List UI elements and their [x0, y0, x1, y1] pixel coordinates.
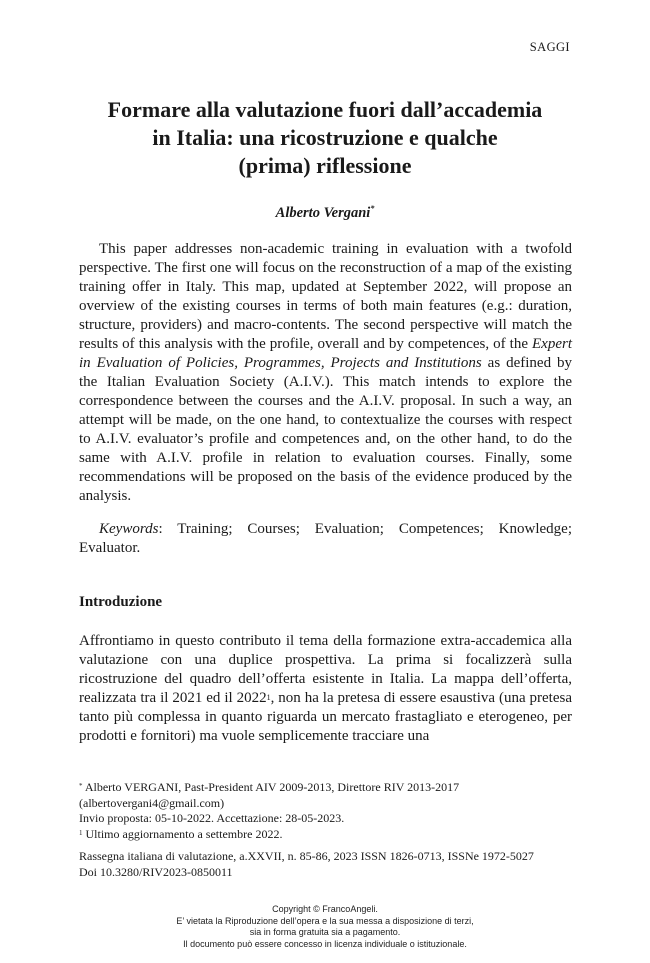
title-line-2: in Italia: una ricostruzione e qualche [152, 125, 498, 150]
title-line-3: (prima) riflessione [238, 153, 412, 178]
author-name: Alberto Vergani [275, 205, 371, 221]
abstract-italic-title: Expert in Evaluation of Policies, Programmes, Projects and Institutions [79, 336, 572, 371]
keywords [79, 520, 572, 558]
copyright-line-2: E’ vietata la Riproduzione dell’opera e la sua messa a disposizione di terzi, [176, 915, 474, 926]
footnote-author-email: (albertovergani4@gmail.com) [79, 795, 225, 810]
article-title [78, 96, 572, 180]
author-byline [78, 205, 572, 222]
section-heading: Introduzione [79, 594, 163, 610]
copyright-line-3: sia in forma gratuita sia a pagamento. [249, 927, 401, 937]
intro-footnote-mark: 1 [266, 693, 271, 702]
abstract-text-2: as defined by the Italian Evaluation Society (A.I.V.). This match intends to explore the correspondence between the courses and the A.I.V. proposal. In such a way, an attempt will be made, on the one hand, to contextualize the courses with respect to A.I.V. evaluator’s profile and competences and, on the other hand, to do the same with A.I.V. profile in relation to evaluation courses. Finally, some recommendations will be proposed on the basis of the evidence produced by the analysis. [79, 355, 572, 504]
abstract [79, 240, 572, 506]
footnote-author-mark: * [79, 782, 83, 790]
footnote-gap [79, 842, 572, 849]
footnote-1-text: Ultimo aggiornamento a settembre 2022. [82, 826, 283, 841]
doi: Doi 10.3280/RIV2023-0850011 [79, 864, 233, 879]
title-line-1: Formare alla valutazione fuori dall’accademia [107, 97, 543, 122]
footnote-author [79, 780, 572, 796]
keywords-list: : Training; Courses; Evaluation; Competences; Knowledge; Evaluator. [79, 521, 572, 556]
copyright-line-1: Copyright © FrancoAngeli. [272, 904, 378, 914]
footnote-1 [79, 827, 572, 843]
author-footnote-mark: * [370, 204, 375, 213]
footnotes [79, 780, 572, 880]
footnote-author-text: Alberto VERGANI, Past-President AIV 2009-2013, Direttore RIV 2013-2017 [82, 780, 460, 794]
intro-paragraph [79, 632, 572, 746]
intro-text-2: , non ha la pretesa di essere esaustiva (una pretesa tanto più complessa in quanto riguarda un mercato frastagliato e eterogeneo, per prodotti e fornitori) ma vuole semplicemente tracciare una [79, 690, 572, 744]
submission-dates: Invio proposta: 05-10-2022. Accettazione: 28-05-2023. [79, 811, 345, 825]
intro-text-1: Affrontiamo in questo contributo il tema della formazione extra-accademica alla valutazione con una duplice prospettiva. La prima si focalizzerà sulla ricostruzione del quadro dell’offerta esistente in Italia. La mappa dell’offerta, realizzata tra il 2021 ed il 2022 [79, 633, 572, 706]
footnote-1-mark: 1 [79, 828, 83, 837]
journal-citation: Rassegna italiana di valutazione, a.XXVII, n. 85-86, 2023 ISSN 1826-0713, ISSNe 1972-5027 [79, 849, 534, 863]
keywords-label: Keywords [99, 521, 159, 537]
abstract-text-1: This paper addresses non-academic training in evaluation with a twofold perspective. The first one will focus on the reconstruction of a map of the existing training offer in Italy. This map, updated at September 2022, will propose an overview of the existing courses in terms of both main features (e.g.: duration, structure, providers) and macro-contents. The second perspective will match the results of this analysis with the profile, overall and by competences, of the [79, 241, 572, 352]
copyright-notice [0, 904, 650, 950]
copyright-line-4: Il documento può essere concesso in licenza individuale o istituzionale. [183, 938, 467, 949]
running-head: SAGGI [529, 40, 570, 54]
